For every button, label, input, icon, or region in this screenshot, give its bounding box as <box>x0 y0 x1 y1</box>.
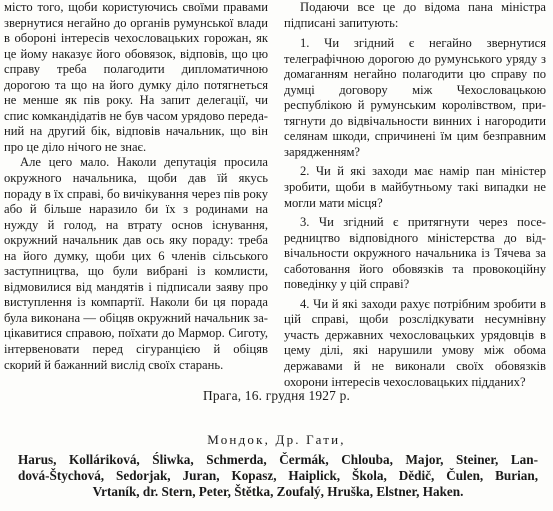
left-column <box>4 0 268 373</box>
signatories-line-3: Vrtaník, dr. Stern, Peter, Štětka, Zoufalý, Hruška, Elstner, Haken. <box>92 484 464 500</box>
left-paragraph-1: місто того, щоби користуючись своїми правами звернутися негайно до органів румунської влади в обороні інтересів чехословацьких горожан, як це йому наказує його обовязок, відповів, що цю справу треба полагодити дипломатичною дорогою та що на його думку діло потягнеться не менше як пів року. На запит делегації, чи спис комкандідатів не був часом урядово переданий на другий бік, відповів начальник, що він про це діло нічого не знає. <box>4 0 268 154</box>
question-3: 3. Чи згідний є притягнути через посередництво відповідного міністерства до відвічальности окружного начальника із Тячева за саботовання його обовязків та провокоційну поведінку у цій справі? <box>284 215 546 292</box>
signatories-list <box>18 452 538 501</box>
dateline: Прага, 16. грудня 1927 р. <box>202 388 351 403</box>
question-4: 4. Чи й які заходи рахує потрібним зробити в цій справі, щоби розслідкувати несумнівну участь державних чехословацьких урядовців в цему ділі, які нарушили умову між обома державами й не виконали своїх обовязків охорони інтересів чехословацьких підданих? <box>284 296 546 389</box>
left-paragraph-2: Але цего мало. Наколи депутація просила окружного начальника, щоби дав їй якусь пораду в їх справі, бо вичікування через пів року або й більше наразило би їх з родинами на нужду й голод, на втрату основ існування, окружний начальник дав ось яку пораду: треба на його думку, щоби цих 6 членів сільського заступництва, що були вибрані із комлисти, відмовилися від мандятів і підписали заяву про виступлення із компартії. Наколи би ця порада була виконана — обіцяв окружний начальник зацікавитися справою, поїхати до Мармор. Сиготу, інтервеновати перед сігуранцією й обіцяв скорий й бажанний вислід своїх старань. <box>4 155 268 372</box>
question-1: 1. Чи згідний є негайно звернутися телеграфічною дорогою до румунського уряду з домаганням негайно полагодити цю справу по думці договору між Чехословацькою республікою й румунським королівством, притягнути до відвічальности винних і нагородити селянам шкоди, спричинені їм цим безправним зарядженням? <box>284 36 546 159</box>
interpellation-intro: Подаючи все це до відома пана міністра підписані запитують: <box>284 0 546 30</box>
primary-signers: Мондок, Др. Гати, <box>207 432 346 447</box>
signatories-line-1: Harus, Kolláriková, Śliwka, Schmerda, Čermák, Chlouba, Major, Steiner, Lan- <box>18 452 538 467</box>
signatories-line-2: dová-Štychová, Sedorjak, Juran, Kopasz, Haiplick, Škola, Dědič, Čulen, Burian, <box>18 468 538 484</box>
question-2: 2. Чи й які заходи має намір пан міністер зробити, щоби в майбутньому такі випадки не могли мати місця? <box>284 164 546 210</box>
right-column <box>284 0 546 394</box>
